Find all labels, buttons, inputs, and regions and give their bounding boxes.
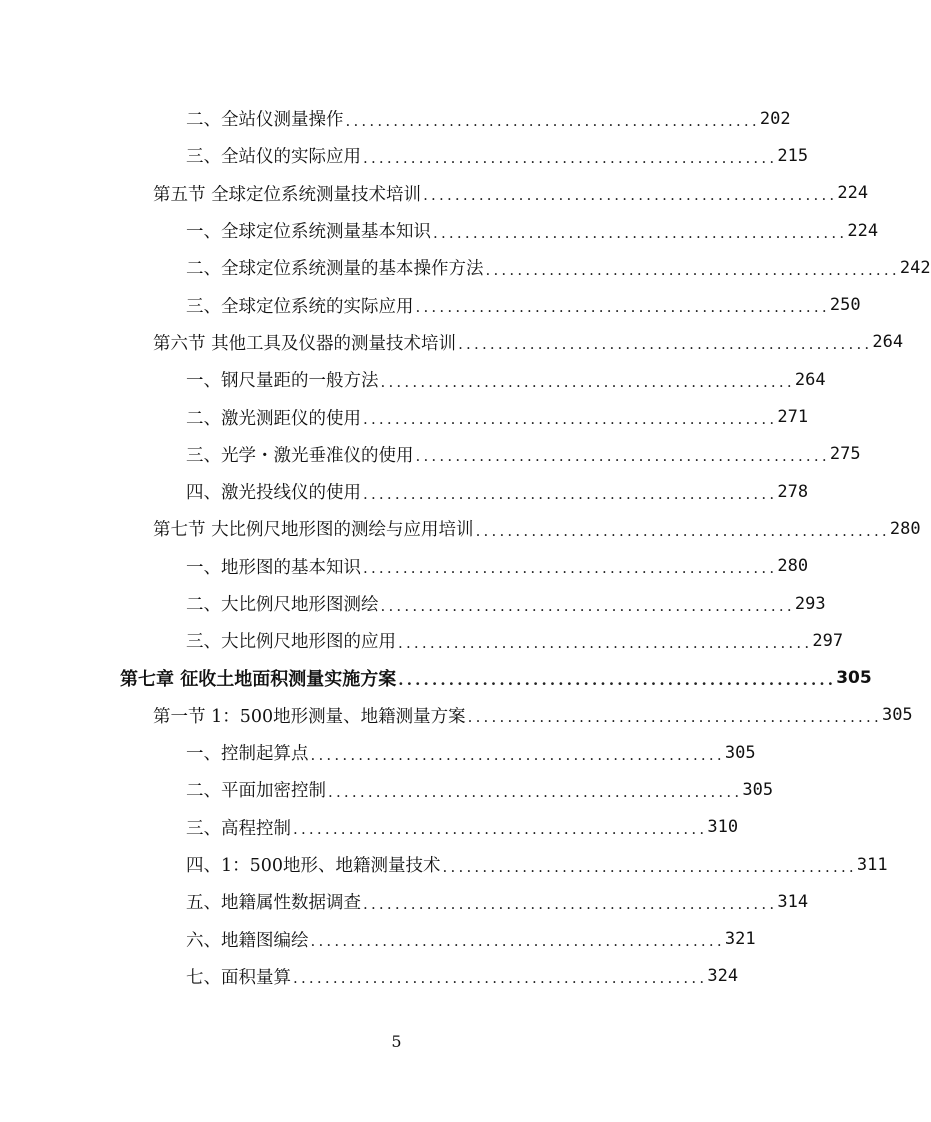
toc-entry-title: 二、大比例尺地形图测绘 (186, 595, 379, 615)
toc-item-row[interactable] (0, 809, 739, 846)
toc-entry-page: 271 (777, 407, 809, 428)
toc-item-row[interactable] (0, 398, 809, 435)
toc-entry-page: 305 (724, 742, 756, 763)
toc-leader-dots: .................................................... (293, 820, 708, 839)
toc-section-row[interactable] (0, 510, 921, 547)
toc-entry-title: 三、大比例尺地形图的应用 (186, 632, 396, 653)
toc-entry-page: 324 (707, 966, 739, 987)
toc-leader-dots: .................................................... (458, 335, 873, 354)
toc-item-row[interactable] (0, 622, 844, 659)
toc-leader-dots: .................................................... (398, 633, 813, 652)
toc-entry-title: 七、面积量算 (186, 967, 291, 988)
toc-entry-page: 280 (777, 556, 809, 577)
toc-entry-page: 321 (724, 929, 756, 950)
toc-entry-title: 二、激光测距仪的使用 (186, 408, 361, 429)
toc-entry-page: 305 (881, 705, 913, 726)
toc-item-row[interactable] (0, 212, 879, 249)
toc-entry-page: 278 (777, 481, 809, 502)
toc-item-row[interactable] (0, 436, 861, 473)
toc-leader-dots: .................................................... (433, 223, 848, 242)
toc-leader-dots: .................................................... (467, 708, 882, 727)
toc-entry-title: 第七节 大比例尺地形图的测绘与应用培训 (153, 520, 474, 541)
toc-entry-title: 一、地形图的基本知识 (186, 557, 361, 578)
toc-leader-dots: .................................................... (363, 484, 778, 503)
toc-item-row[interactable] (0, 286, 861, 323)
toc-entry-page: 202 (759, 108, 791, 129)
toc-entry-page: 224 (847, 220, 879, 241)
toc-entry-title: 一、控制起算点 (186, 744, 309, 765)
toc-entry-title: 一、钢尺量距的一般方法 (186, 371, 379, 392)
toc-entry-page: 314 (777, 891, 809, 912)
toc-leader-dots: .................................................... (363, 410, 778, 429)
toc-leader-dots: .................................................... (398, 671, 837, 690)
toc-chapter-row[interactable] (0, 659, 872, 696)
toc-item-row[interactable] (0, 734, 756, 771)
toc-item-row[interactable] (0, 361, 826, 398)
toc-leader-dots: .................................................... (442, 857, 857, 876)
toc-entry-title: 二、平面加密控制 (186, 781, 326, 802)
toc-item-row[interactable] (0, 921, 756, 958)
toc-entry-title: 三、光学・激光垂准仪的使用 (186, 445, 414, 466)
toc-leader-dots: .................................................... (415, 447, 830, 466)
toc-entry-title: 四、1：500地形、地籍测量技术 (186, 856, 441, 877)
toc-item-row[interactable] (0, 548, 809, 585)
toc-entry-title: 三、全球定位系统的实际应用 (186, 296, 414, 317)
toc-item-row[interactable] (0, 585, 826, 622)
toc-entry-page: 305 (742, 779, 774, 800)
toc-entry-page: 293 (794, 593, 826, 614)
toc-section-row[interactable] (0, 697, 913, 734)
toc-leader-dots: .................................................... (293, 969, 708, 988)
toc-item-row[interactable] (0, 883, 809, 920)
toc-leader-dots: .................................................... (310, 932, 725, 951)
toc-leader-dots: .................................................... (423, 186, 838, 205)
toc-leader-dots: .................................................... (363, 894, 778, 913)
toc-leader-dots: .................................................... (363, 559, 778, 578)
toc-entry-title: 第七章 征收土地面积测量实施方案 (120, 669, 397, 691)
page-number: 5 (391, 1032, 402, 1051)
toc-entry-page: 280 (889, 518, 921, 539)
toc-entry-title: 三、高程控制 (186, 818, 291, 839)
toc-leader-dots: .................................................... (363, 148, 778, 167)
toc-entry-title: 五、地籍属性数据调查 (186, 893, 361, 914)
toc-entry-title: 二、全站仪测量操作 (186, 110, 344, 131)
toc-item-row[interactable] (0, 249, 931, 286)
toc-entry-page: 224 (837, 183, 869, 204)
table-of-contents (0, 100, 931, 995)
toc-entry-title: 第一节 1：500地形测量、地籍测量方案 (153, 706, 466, 727)
toc-leader-dots: .................................................... (345, 111, 760, 130)
toc-leader-dots: .................................................... (415, 298, 830, 317)
toc-entry-title: 一、全球定位系统测量基本知识 (186, 222, 431, 243)
toc-item-row[interactable] (0, 473, 809, 510)
toc-leader-dots: .................................................... (380, 372, 795, 391)
toc-entry-title: 二、全球定位系统测量的基本操作方法 (186, 259, 484, 280)
toc-section-row[interactable] (0, 324, 904, 361)
toc-entry-page: 275 (829, 444, 861, 465)
toc-entry-page: 264 (872, 332, 904, 353)
toc-entry-title: 三、全站仪的实际应用 (186, 147, 361, 168)
toc-item-row[interactable] (0, 137, 809, 174)
toc-entry-page: 311 (856, 854, 888, 875)
toc-leader-dots: .................................................... (310, 745, 725, 764)
toc-leader-dots: .................................................... (475, 521, 890, 540)
toc-entry-page: 297 (812, 630, 844, 651)
toc-entry-page: 242 (899, 257, 931, 278)
toc-leader-dots: .................................................... (485, 260, 900, 279)
toc-section-row[interactable] (0, 175, 869, 212)
toc-entry-page: 250 (829, 295, 861, 316)
toc-leader-dots: .................................................... (380, 596, 795, 615)
toc-entry-page: 215 (777, 145, 809, 166)
toc-item-row[interactable] (0, 771, 774, 808)
toc-entry-page: 310 (707, 817, 739, 838)
toc-item-row[interactable] (0, 958, 739, 995)
toc-item-row[interactable] (0, 100, 791, 137)
toc-entry-page: 305 (836, 668, 872, 689)
toc-leader-dots: .................................................... (328, 782, 743, 801)
toc-entry-page: 264 (794, 369, 826, 390)
toc-item-row[interactable] (0, 846, 888, 883)
toc-entry-title: 六、地籍图编绘 (186, 930, 309, 951)
toc-entry-title: 四、激光投线仪的使用 (186, 483, 361, 504)
toc-entry-title: 第五节 全球定位系统测量技术培训 (153, 184, 422, 205)
toc-entry-title: 第六节 其他工具及仪器的测量技术培训 (153, 333, 457, 354)
